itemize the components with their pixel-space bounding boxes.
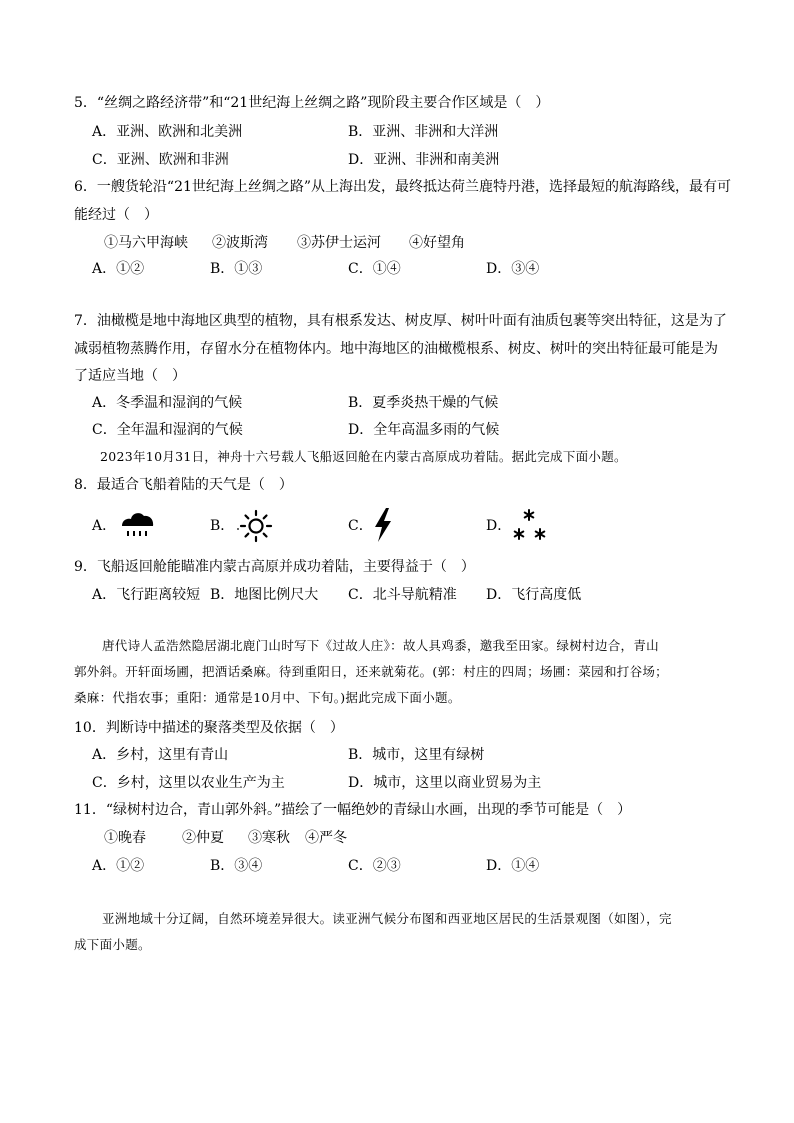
q6-option-c: C．①④ <box>348 261 401 277</box>
question-5-stem: 5．“丝绸之路经济带”和“21世纪海上丝绸之路”现阶段主要合作区域是（ ） <box>74 95 550 111</box>
q11-item-2: ②仲夏 <box>182 830 224 846</box>
poem-passage-line-3: 桑麻：代指农事；重阳：通常是10月中、下旬。)据此完成下面小题。 <box>74 690 461 705</box>
q11-item-3: ③寒秋 <box>248 830 290 846</box>
q10-option-a: A．乡村，这里有青山 <box>92 747 229 763</box>
q6-item-1: ①马六甲海峡 <box>104 235 188 251</box>
q7-option-d: D．全年高温多雨的气候 <box>348 422 500 438</box>
poem-passage <box>74 633 722 711</box>
poem-passage-line-1: 唐代诗人孟浩然隐居湖北鹿门山时写下《过故人庄》：故人具鸡黍，邀我至田家。绿树村边合，青山 <box>102 638 659 653</box>
q11-item-1: ①晚春 <box>104 830 146 846</box>
q10-option-d: D．城市，这里以商业贸易为主 <box>348 775 542 791</box>
question-7-stem-line-3: 了适应当地（ ） <box>74 368 186 384</box>
question-8-stem: 8．最适合飞船着陆的天气是（ ） <box>74 477 293 493</box>
poem-passage-line-2: 郭外斜。开轩面场圃，把酒话桑麻。待到重阳日，还来就菊花。(郭：村庄的四周；场圃：菜园和打谷场； <box>74 664 668 679</box>
asia-passage <box>74 906 722 958</box>
q9-option-b: B．地图比例尺大 <box>210 587 319 603</box>
q6-option-a: A．①② <box>92 261 145 277</box>
q5-option-c: C．亚洲、欧洲和非洲 <box>92 152 229 168</box>
q6-option-b: B．①③ <box>210 261 263 277</box>
q11-option-b: B．③④ <box>210 858 263 874</box>
q9-option-c: C．北斗导航精准 <box>348 587 457 603</box>
sun-icon <box>232 508 276 544</box>
q10-option-c: C．乡村，这里以农业生产为主 <box>92 775 285 791</box>
q6-option-d: D．③④ <box>486 261 540 277</box>
asia-passage-line-1: 亚洲地域十分辽阔，自然环境差异很大。读亚洲气候分布图和西亚地区居民的生活景观图（如图），完 <box>102 911 672 926</box>
q5-option-b: B．亚洲、非洲和大洋洲 <box>348 124 499 140</box>
q7-option-b: B．夏季炎热干燥的气候 <box>348 395 499 411</box>
q11-option-a: A．①② <box>92 858 145 874</box>
question-10-stem: 10．判断诗中描述的聚落类型及依据（ ） <box>74 720 344 736</box>
question-9-stem: 9．飞船返回舱能瞄准内蒙古高原并成功着陆，主要得益于（ ） <box>74 559 475 575</box>
rain-cloud-icon <box>118 508 158 544</box>
q6-item-4: ④好望角 <box>409 235 465 251</box>
q8-option-c: C． <box>348 518 373 534</box>
question-6-stem-line-2: 能经过（ ） <box>74 207 158 223</box>
q11-option-c: C．②③ <box>348 858 401 874</box>
q8-option-d: D． <box>486 518 512 534</box>
asia-passage-line-2: 成下面小题。 <box>74 937 151 952</box>
q8-option-a: A． <box>92 518 117 534</box>
q9-option-d: D．飞行高度低 <box>486 587 582 603</box>
q7-option-a: A．冬季温和湿润的气候 <box>92 395 243 411</box>
q11-item-4: ④严冬 <box>305 830 347 846</box>
question-6-stem-line-1: 6．一艘货轮沿“21世纪海上丝绸之路”从上海出发，最终抵达荷兰鹿特丹港，选择最短的航海路线，最有可 <box>74 179 732 195</box>
q6-item-2: ②波斯湾 <box>212 235 268 251</box>
q9-option-a: A．飞行距离较短 <box>92 587 201 603</box>
intro-q8-q9: 2023年10月31日，神舟十六号载人飞船返回舱在内蒙古高原成功着陆。据此完成下面小题。 <box>100 449 627 464</box>
snow-icon <box>508 506 552 546</box>
q11-option-d: D．①④ <box>486 858 540 874</box>
lightning-icon <box>368 506 398 544</box>
q5-option-a: A．亚洲、欧洲和北美洲 <box>92 124 243 140</box>
question-7-stem-line-2: 减弱植物蒸腾作用，存留水分在植物体内。地中海地区的油橄榄根系、树皮、树叶的突出特征最可能是为 <box>74 341 718 357</box>
q8-option-b: B． <box>210 518 235 534</box>
question-11-stem: 11．“绿树村边合，青山郭外斜。”描绘了一幅绝妙的青绿山水画，出现的季节可能是（ ） <box>74 802 632 818</box>
q7-option-c: C．全年温和湿润的气候 <box>92 422 243 438</box>
question-7-stem-line-1: 7．油橄榄是地中海地区典型的植物，具有根系发达、树皮厚、树叶叶面有油质包裹等突出特征，这是为了 <box>74 313 727 329</box>
q5-option-d: D．亚洲、非洲和南美洲 <box>348 152 500 168</box>
q10-option-b: B．城市，这里有绿树 <box>348 747 485 763</box>
q6-item-3: ③苏伊士运河 <box>297 235 381 251</box>
